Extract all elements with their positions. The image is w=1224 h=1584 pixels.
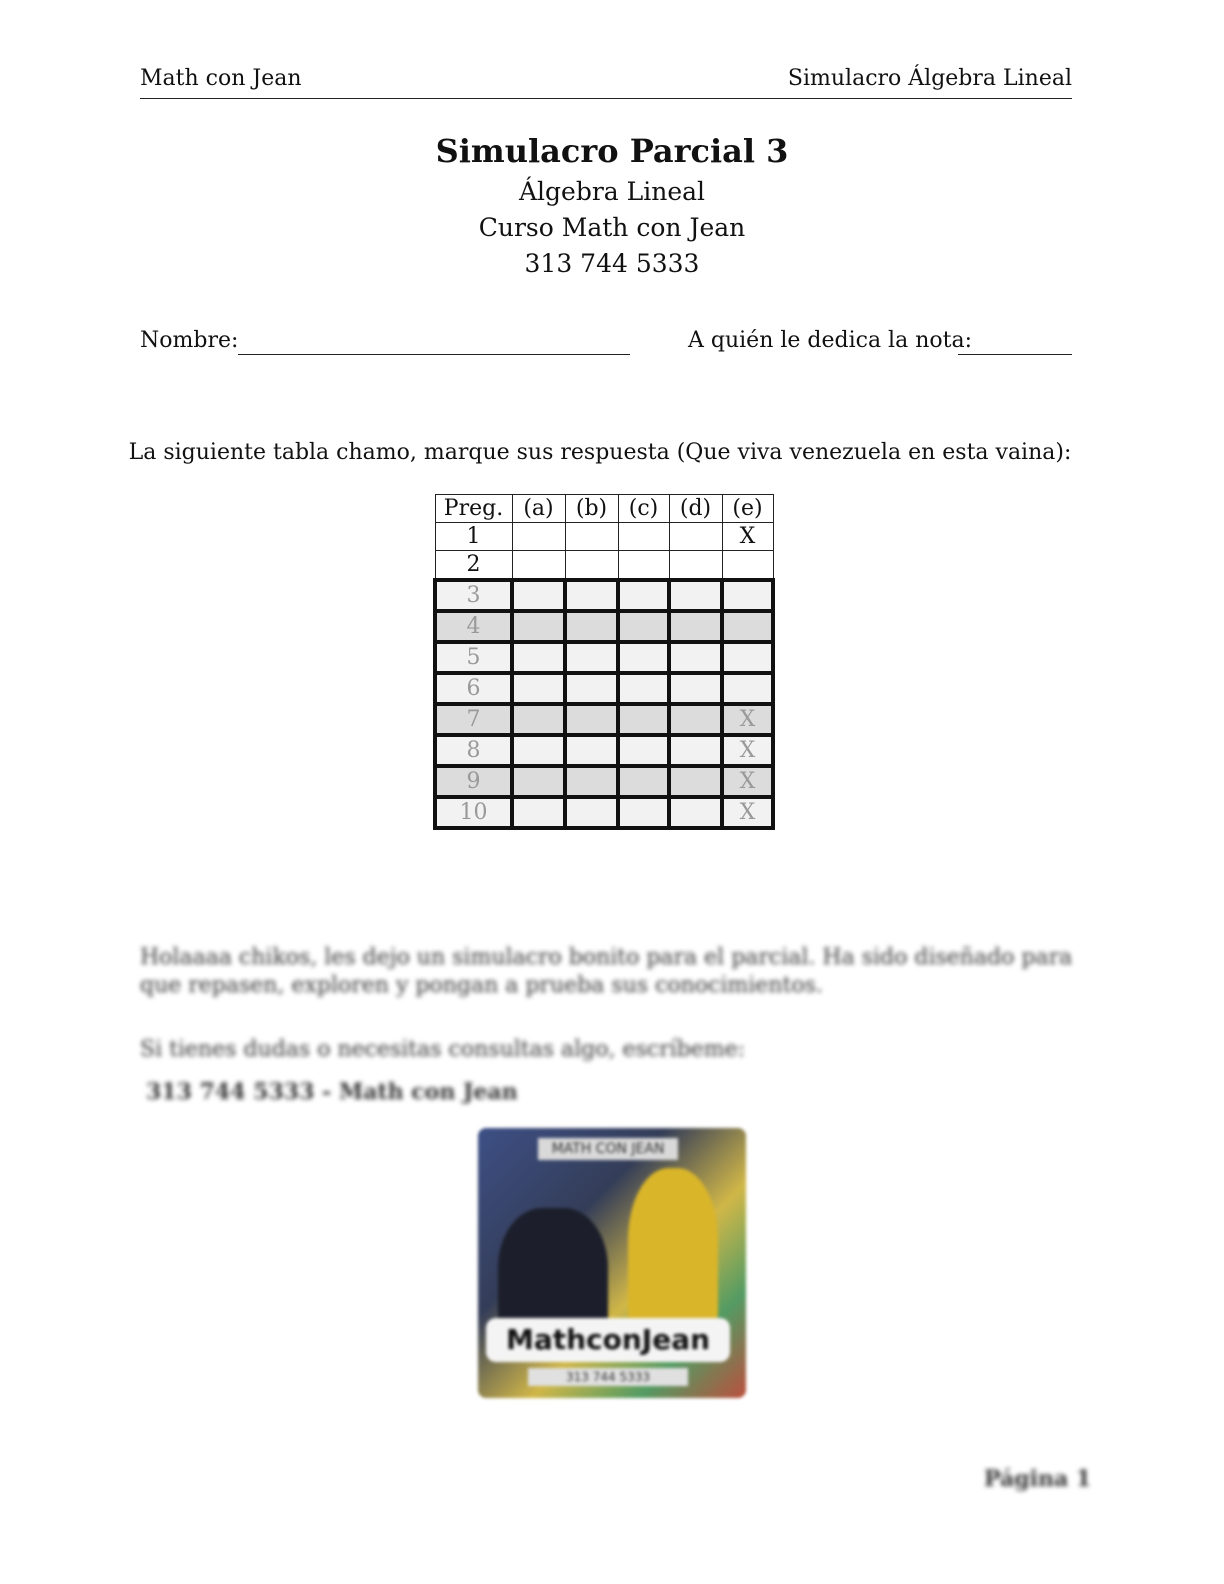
answer-cell[interactable] [722,611,773,642]
dedication-label: A quién le dedica la nota: [688,328,972,353]
answer-cell[interactable] [618,523,669,551]
answer-cell[interactable] [512,642,565,673]
answer-cell[interactable] [565,580,618,611]
answer-cell[interactable] [669,551,722,581]
answer-cell[interactable] [618,642,669,673]
answer-cell[interactable] [618,766,669,797]
header-question: Preg. [435,495,512,523]
answer-cell[interactable] [669,735,722,766]
table-row [435,797,773,828]
answer-cell[interactable] [512,523,565,551]
question-number: 4 [435,611,512,642]
answer-cell[interactable] [722,551,773,581]
title-block [0,132,1224,282]
answer-cell[interactable] [565,797,618,828]
table-row [435,580,773,611]
page-header [140,66,1072,99]
answer-cell[interactable] [565,642,618,673]
header-option-a: (a) [512,495,565,523]
answer-cell[interactable] [618,611,669,642]
name-label: Nombre: [140,328,239,353]
question-number: 1 [435,523,512,551]
answer-cell[interactable]: X [722,735,773,766]
table-row [435,523,773,551]
question-number: 9 [435,766,512,797]
name-blank-line[interactable] [238,354,630,355]
answer-cell[interactable] [565,523,618,551]
answer-cell[interactable] [722,642,773,673]
answer-cell[interactable]: X [722,704,773,735]
answer-cell[interactable] [722,580,773,611]
logo-bottom-band: 313 744 5333 [528,1368,688,1386]
answer-cell[interactable]: X [722,766,773,797]
header-option-d: (d) [669,495,722,523]
answer-cell[interactable] [512,611,565,642]
answer-cell[interactable] [565,735,618,766]
logo-top-band: MATH CON JEAN [538,1138,678,1160]
question-number: 8 [435,735,512,766]
answer-cell[interactable] [669,580,722,611]
header-right: Simulacro Álgebra Lineal [787,66,1072,91]
table-row [435,735,773,766]
question-number: 2 [435,551,512,581]
answer-cell[interactable] [669,523,722,551]
answer-cell[interactable] [618,580,669,611]
question-number: 6 [435,673,512,704]
answer-cell[interactable] [565,611,618,642]
answer-cell[interactable] [669,797,722,828]
answer-cell[interactable] [565,766,618,797]
answer-cell[interactable] [669,611,722,642]
answer-cell[interactable]: X [722,523,773,551]
table-row [435,766,773,797]
question-number: 5 [435,642,512,673]
exam-title: Simulacro Parcial 3 [435,132,789,170]
question-number: 7 [435,704,512,735]
answer-table [433,494,775,830]
answer-cell[interactable] [618,797,669,828]
answer-cell[interactable] [618,673,669,704]
course-name: Curso Math con Jean [478,213,746,242]
answer-cell[interactable] [669,766,722,797]
answer-cell[interactable] [565,704,618,735]
answer-cell[interactable] [512,766,565,797]
header-option-b: (b) [565,495,618,523]
page-number: Página 1 [984,1466,1092,1492]
header-option-e: (e) [722,495,773,523]
table-row [435,673,773,704]
answer-cell[interactable] [565,673,618,704]
answer-cell[interactable] [722,673,773,704]
answer-cell[interactable] [512,580,565,611]
table-row [435,642,773,673]
question-number: 10 [435,797,512,828]
table-row [435,704,773,735]
answer-cell[interactable]: X [722,797,773,828]
answer-cell[interactable] [565,551,618,581]
question-number: 3 [435,580,512,611]
answer-cell[interactable] [669,704,722,735]
answer-cell[interactable] [669,642,722,673]
intro-paragraph: Holaaaa chikos, les dejo un simulacro bonito para el parcial. Ha sido diseñado para que repasen, exploren y pongan a prueba sus conocimientos. [140,945,1073,998]
student-fields [140,326,1072,360]
answer-cell[interactable] [512,797,565,828]
contact-line: 313 744 5333 - Math con Jean [146,1079,518,1105]
answer-cell[interactable] [618,735,669,766]
help-paragraph: Si tienes dudas o necesitas consultas algo, escríbeme: [140,1037,746,1062]
contact-phone: 313 744 5333 [524,249,700,278]
table-instruction: La siguiente tabla chamo, marque sus respuesta (Que viva venezuela en esta vaina): [128,440,1072,465]
answer-cell[interactable] [512,704,565,735]
header-left: Math con Jean [140,66,302,91]
answer-cell[interactable] [669,673,722,704]
table-row [435,551,773,581]
logo-label: MathconJean [486,1318,730,1362]
answer-cell[interactable] [512,551,565,581]
table-row [435,611,773,642]
math-con-jean-logo [478,1128,746,1398]
exam-subject: Álgebra Lineal [518,177,706,206]
answer-table-header [435,495,773,523]
answer-cell[interactable] [512,735,565,766]
header-option-c: (c) [618,495,669,523]
dedication-blank-line[interactable] [958,354,1072,355]
answer-cell[interactable] [618,551,669,581]
answer-cell[interactable] [618,704,669,735]
answer-cell[interactable] [512,673,565,704]
logo-figure-right [628,1168,718,1328]
